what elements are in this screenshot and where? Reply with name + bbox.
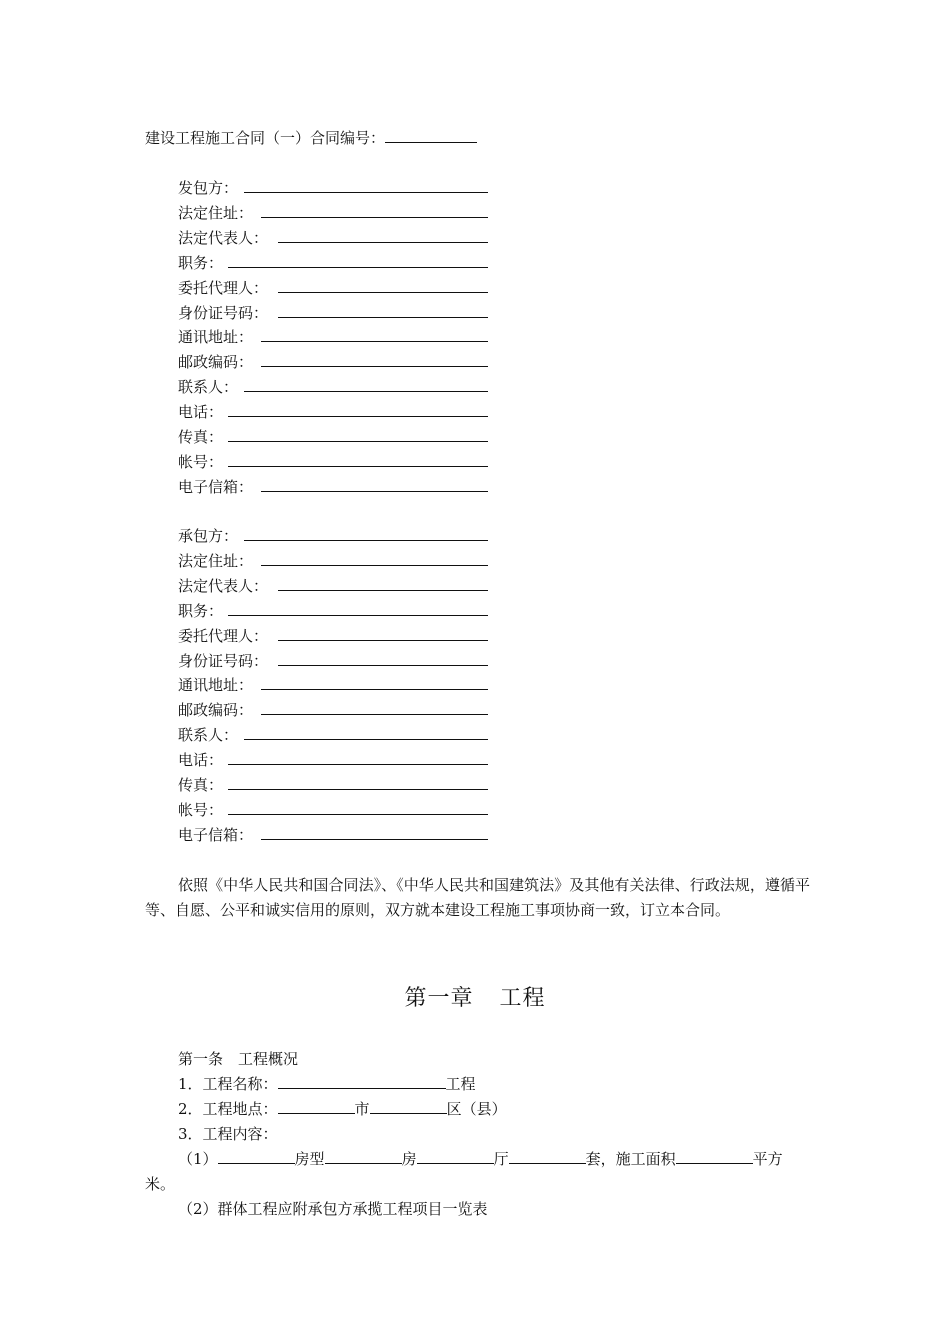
party-a-field-label: 电子信箱： xyxy=(178,477,254,496)
party-a-field-blank[interactable] xyxy=(261,477,488,492)
set-label: 套，施工面积 xyxy=(585,1150,676,1168)
party-a-field-label: 委托代理人： xyxy=(178,278,269,297)
party-a-field-label: 传真： xyxy=(178,428,224,446)
party-b-field-label: 法定代表人： xyxy=(178,576,269,595)
hall-label: 厅 xyxy=(493,1150,509,1168)
project-content-label: 3．工程内容： xyxy=(178,1125,278,1143)
room-count-blank[interactable] xyxy=(325,1149,402,1164)
party-b-field-row xyxy=(178,651,268,671)
party-b-field-row xyxy=(178,626,268,646)
party-b-field-label: 委托代理人： xyxy=(178,626,269,645)
party-b-field-label: 联系人： xyxy=(178,726,239,745)
article-name: 工程概况 xyxy=(238,1050,299,1068)
party-b-field-blank[interactable] xyxy=(278,651,488,666)
party-a-field-label: 帐号： xyxy=(178,452,224,471)
party-a-field-label: 联系人： xyxy=(178,378,239,397)
party-a-field-label: 法定住址： xyxy=(178,203,254,222)
party-b-field-label: 职务： xyxy=(178,601,224,620)
room-type-blank[interactable] xyxy=(218,1149,295,1164)
contract-title-text: 建设工程施工合同（一）合同编号： xyxy=(145,129,386,147)
party-b-field-label: 帐号： xyxy=(178,800,224,819)
project-name-row xyxy=(178,1074,476,1094)
party-b-field-blank[interactable] xyxy=(244,725,488,740)
project-content-row xyxy=(178,1124,278,1144)
party-b-field-row xyxy=(178,750,223,770)
area-unit-a: 平方 xyxy=(752,1150,783,1168)
party-a-field-blank[interactable] xyxy=(228,253,488,268)
party-b-field-label: 通讯地址： xyxy=(178,676,254,695)
city-label: 市 xyxy=(354,1100,370,1118)
party-b-field-label: 身份证号码： xyxy=(178,651,269,670)
project-location-row xyxy=(178,1099,507,1119)
party-b-field-label: 邮政编码： xyxy=(178,701,254,720)
area-unit-b: 米。 xyxy=(145,1175,176,1193)
hall-count-blank[interactable] xyxy=(417,1149,494,1164)
chapter-heading xyxy=(0,984,950,1014)
article-heading xyxy=(178,1049,298,1069)
party-a-field-label: 职务： xyxy=(178,253,224,272)
party-b-field-blank[interactable] xyxy=(261,675,488,690)
room-type-label: 房型 xyxy=(294,1150,325,1168)
party-a-field-blank[interactable] xyxy=(228,427,488,442)
party-b-field-label: 电子信箱： xyxy=(178,825,254,844)
party-b-field-blank[interactable] xyxy=(228,601,488,616)
article-number: 第一条 xyxy=(178,1050,224,1068)
party-b-field-label: 电话： xyxy=(178,751,224,770)
project-name-blank[interactable] xyxy=(278,1074,446,1089)
party-b-field-row xyxy=(178,526,238,546)
project-name-suffix: 工程 xyxy=(445,1075,476,1093)
party-b-field-blank[interactable] xyxy=(261,825,488,840)
sub-item-2-text: （2）群体工程应附承包方承揽工程项目一览表 xyxy=(178,1200,488,1218)
intro-paragraph: 依照《中华人民共和国合同法》、《中华人民共和国建筑法》及其他有关法律、行政法规，遵循平等、自愿、公平和诚实信用的原则，双方就本建设工程施工事项协商一致，订立本合同。 xyxy=(145,876,810,919)
party-a-field-row xyxy=(178,228,268,248)
sub-item-2-row xyxy=(178,1199,488,1219)
chapter-name: 工程 xyxy=(499,986,546,1011)
party-a-field-row xyxy=(178,452,223,472)
party-a-field-blank[interactable] xyxy=(278,278,488,293)
contract-title xyxy=(145,128,477,148)
sub-item-1-continuation xyxy=(145,1174,175,1194)
party-a-field-blank[interactable] xyxy=(278,303,488,318)
party-a-field-row xyxy=(178,178,238,198)
party-a-field-row xyxy=(178,477,253,497)
party-a-field-label: 发包方： xyxy=(178,179,239,197)
party-b-field-row xyxy=(178,576,268,596)
district-blank[interactable] xyxy=(370,1099,447,1114)
party-b-field-blank[interactable] xyxy=(228,775,488,790)
district-label: 区（县） xyxy=(446,1100,507,1118)
chapter-number: 第一章 xyxy=(404,986,474,1011)
party-b-field-row xyxy=(178,725,238,745)
contract-number-blank[interactable] xyxy=(385,128,477,143)
area-blank[interactable] xyxy=(676,1149,753,1164)
party-a-field-row xyxy=(178,278,268,298)
party-b-field-blank[interactable] xyxy=(228,750,488,765)
party-a-field-row xyxy=(178,427,223,447)
party-b-field-row xyxy=(178,775,223,795)
city-blank[interactable] xyxy=(278,1099,355,1114)
party-a-field-label: 身份证号码： xyxy=(178,303,269,322)
party-a-field-row xyxy=(178,352,253,372)
party-a-field-row xyxy=(178,253,223,273)
party-a-field-label: 邮政编码： xyxy=(178,353,254,372)
party-b-field-blank[interactable] xyxy=(228,800,488,815)
party-b-field-blank[interactable] xyxy=(261,700,488,715)
party-b-field-blank[interactable] xyxy=(261,551,488,566)
party-a-field-row xyxy=(178,402,223,422)
party-b-field-row xyxy=(178,700,253,720)
party-a-field-label: 电话： xyxy=(178,403,224,422)
party-b-field-label: 法定住址： xyxy=(178,551,254,570)
party-b-field-row xyxy=(178,675,253,695)
party-b-field-row xyxy=(178,601,223,621)
party-a-field-row xyxy=(178,377,238,397)
set-count-blank[interactable] xyxy=(509,1149,586,1164)
party-b-field-row xyxy=(178,825,253,845)
party-a-field-blank[interactable] xyxy=(278,228,488,243)
party-a-field-row xyxy=(178,203,253,223)
party-b-field-row xyxy=(178,800,223,820)
party-b-field-row xyxy=(178,551,253,571)
party-b-field-blank[interactable] xyxy=(278,576,488,591)
sub-item-1-row xyxy=(178,1149,783,1169)
party-a-field-row xyxy=(178,327,253,347)
party-b-field-blank[interactable] xyxy=(244,526,488,541)
party-a-field-blank[interactable] xyxy=(228,452,488,467)
party-a-field-blank[interactable] xyxy=(261,203,488,218)
party-a-field-blank[interactable] xyxy=(228,402,488,417)
party-a-field-blank[interactable] xyxy=(261,327,488,342)
party-a-field-blank[interactable] xyxy=(244,377,488,392)
sub-item-1-prefix: （1） xyxy=(178,1150,218,1168)
party-a-field-row xyxy=(178,303,268,323)
party-a-field-blank[interactable] xyxy=(261,352,488,367)
project-location-label: 2．工程地点： xyxy=(178,1100,278,1118)
party-b-field-label: 传真： xyxy=(178,776,224,794)
party-b-field-label: 承包方： xyxy=(178,527,239,545)
room-label: 房 xyxy=(401,1150,417,1168)
party-b-field-blank[interactable] xyxy=(278,626,488,641)
party-a-field-blank[interactable] xyxy=(244,178,488,193)
party-a-field-label: 法定代表人： xyxy=(178,228,269,247)
party-a-field-label: 通讯地址： xyxy=(178,328,254,347)
project-name-label: 1．工程名称： xyxy=(178,1075,278,1093)
